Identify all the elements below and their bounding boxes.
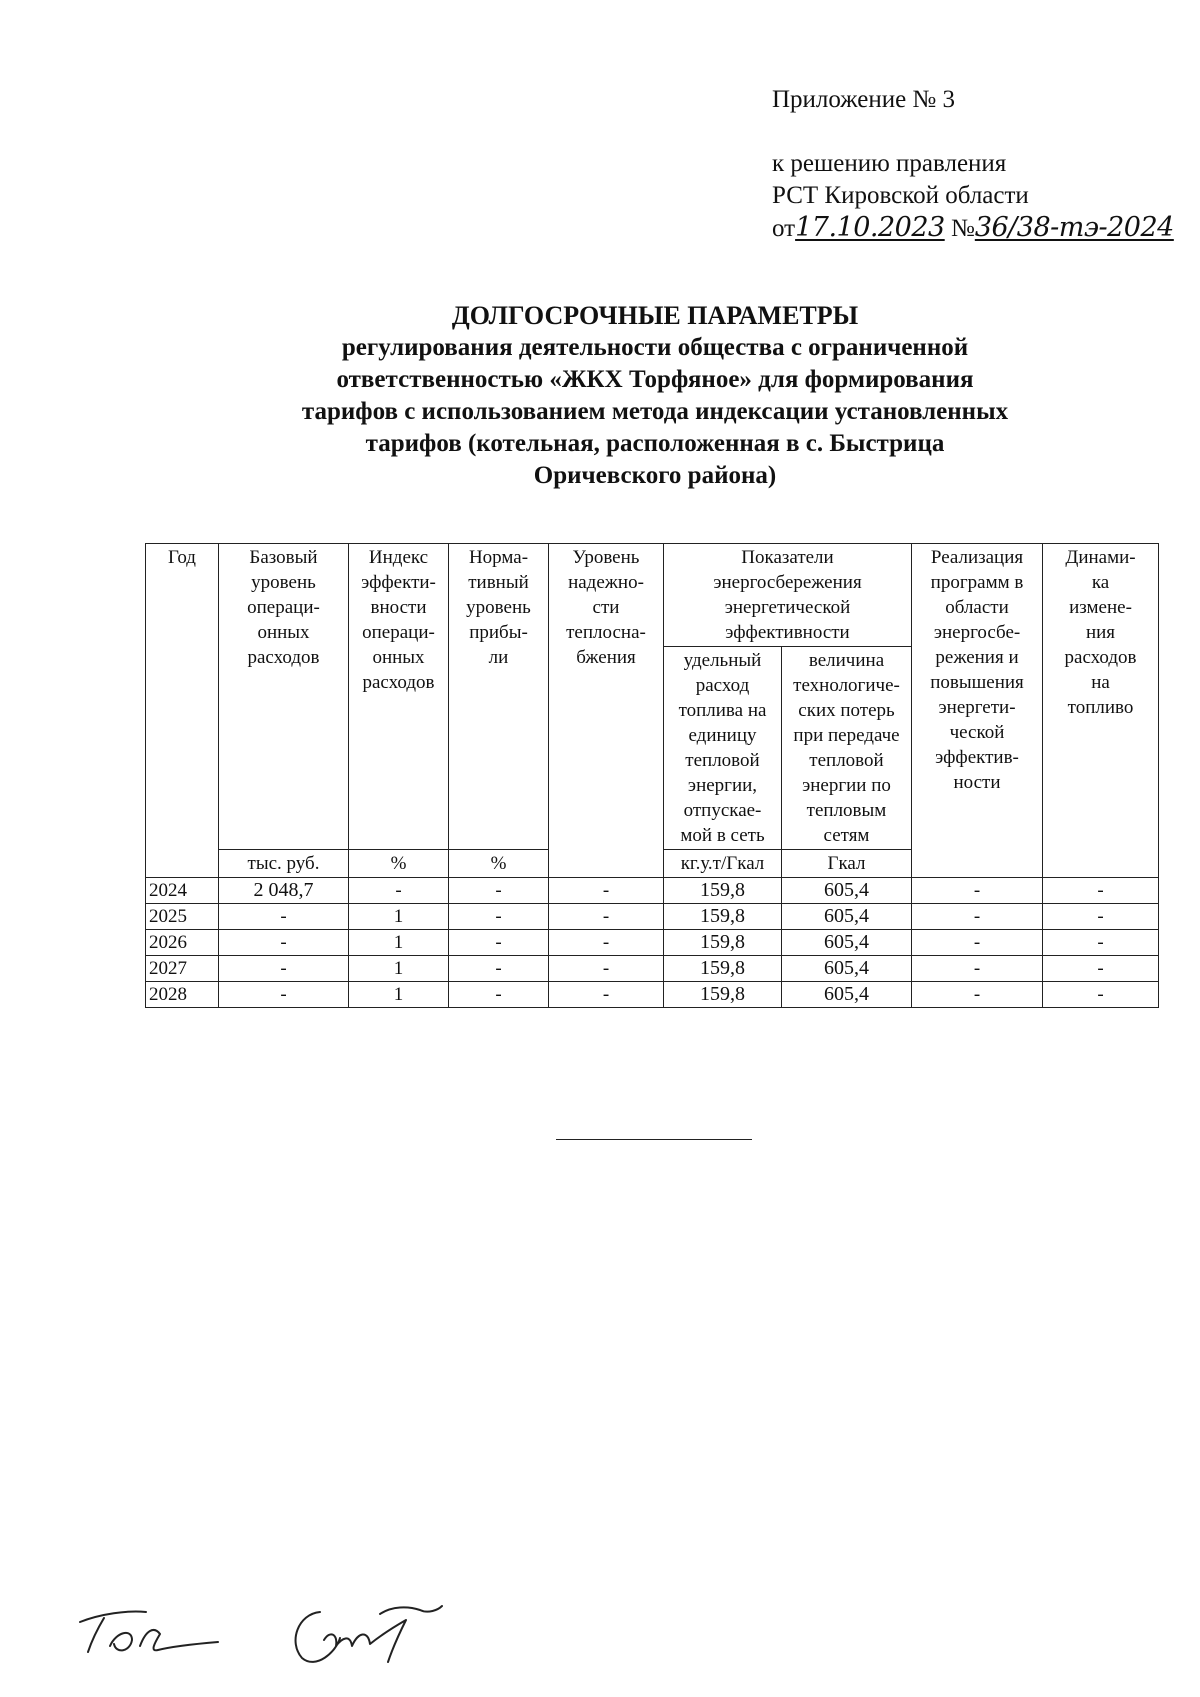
unit-efficiency-index: %	[349, 850, 449, 878]
header-efficiency-index: Индекс эффекти- вности операци- онных расходов	[349, 544, 449, 850]
signature-1	[70, 1600, 230, 1670]
unit-losses: Гкал	[782, 850, 912, 878]
table-row: 2025 - 1 - - 159,8 605,4 - -	[146, 904, 1159, 930]
header-year: Год	[146, 544, 219, 878]
document-title: ДОЛГОСРОЧНЫЕ ПАРАМЕТРЫ	[451, 301, 859, 330]
header-reliability: Уровень надежно- сти теплосна- бжения	[549, 544, 664, 878]
subtitle-line-1: регулирования деятельности общества с ограниченной	[341, 334, 969, 361]
unit-base-level: тыс. руб.	[219, 850, 349, 878]
subtitle-line-2: ответственностью «ЖКХ Торфяное» для формирования	[336, 366, 974, 393]
subtitle-line-3: тарифов с использованием метода индексации установленных	[301, 398, 1009, 425]
header-fuel-dynamics: Динами- ка измене- ния расходов на топливо	[1043, 544, 1159, 878]
unit-profit-level: %	[449, 850, 549, 878]
header-base-level: Базовый уровень операци- онных расходов	[219, 544, 349, 850]
subtitle-line-4: тарифов (котельная, расположенная в с. Быстрица	[365, 430, 945, 457]
closing-rule	[556, 1139, 752, 1140]
appendix-line-2: РСТ Кировской области	[772, 182, 1029, 209]
unit-fuel-rate: кг.у.т/Гкал	[664, 850, 782, 878]
header-fuel-rate: удельный расход топлива на единицу тепловой энергии, отпускае- мой в сеть	[664, 647, 782, 850]
number-prefix: №	[950, 215, 975, 242]
subtitle-line-5: Оричевского района)	[533, 462, 777, 489]
header-programs: Реализация программ в области энергосбе- режения и повышения энергети- ческой эффектив- ности	[912, 544, 1043, 878]
decision-date: 17.10.2023	[795, 212, 945, 243]
appendix-line-1: к решению правления	[772, 150, 1007, 177]
date-prefix: от	[772, 215, 796, 242]
parameters-table	[145, 543, 1159, 1008]
appendix-block	[772, 84, 1174, 245]
table-row: 2026 - 1 - - 159,8 605,4 - -	[146, 930, 1159, 956]
header-row-1	[146, 544, 1159, 647]
decision-number: 36/38-тэ-2024	[974, 212, 1174, 243]
appendix-title: Приложение № 3	[772, 86, 956, 113]
decision-reference	[772, 212, 1174, 245]
document-title-block	[200, 300, 1110, 492]
table-row: 2024 2 048,7 - - - 159,8 605,4 - -	[146, 878, 1159, 904]
header-profit-level: Норма- тивный уровень прибы- ли	[449, 544, 549, 850]
table-row: 2027 - 1 - - 159,8 605,4 - -	[146, 956, 1159, 982]
header-losses: величина технологиче- ских потерь при передаче тепловой энергии по тепловым сетям	[782, 647, 912, 850]
table-row: 2028 - 1 - - 159,8 605,4 - -	[146, 982, 1159, 1008]
header-energy-saving: Показатели энергосбережения энергетической эффективности	[664, 544, 912, 647]
signature-2	[280, 1600, 450, 1680]
